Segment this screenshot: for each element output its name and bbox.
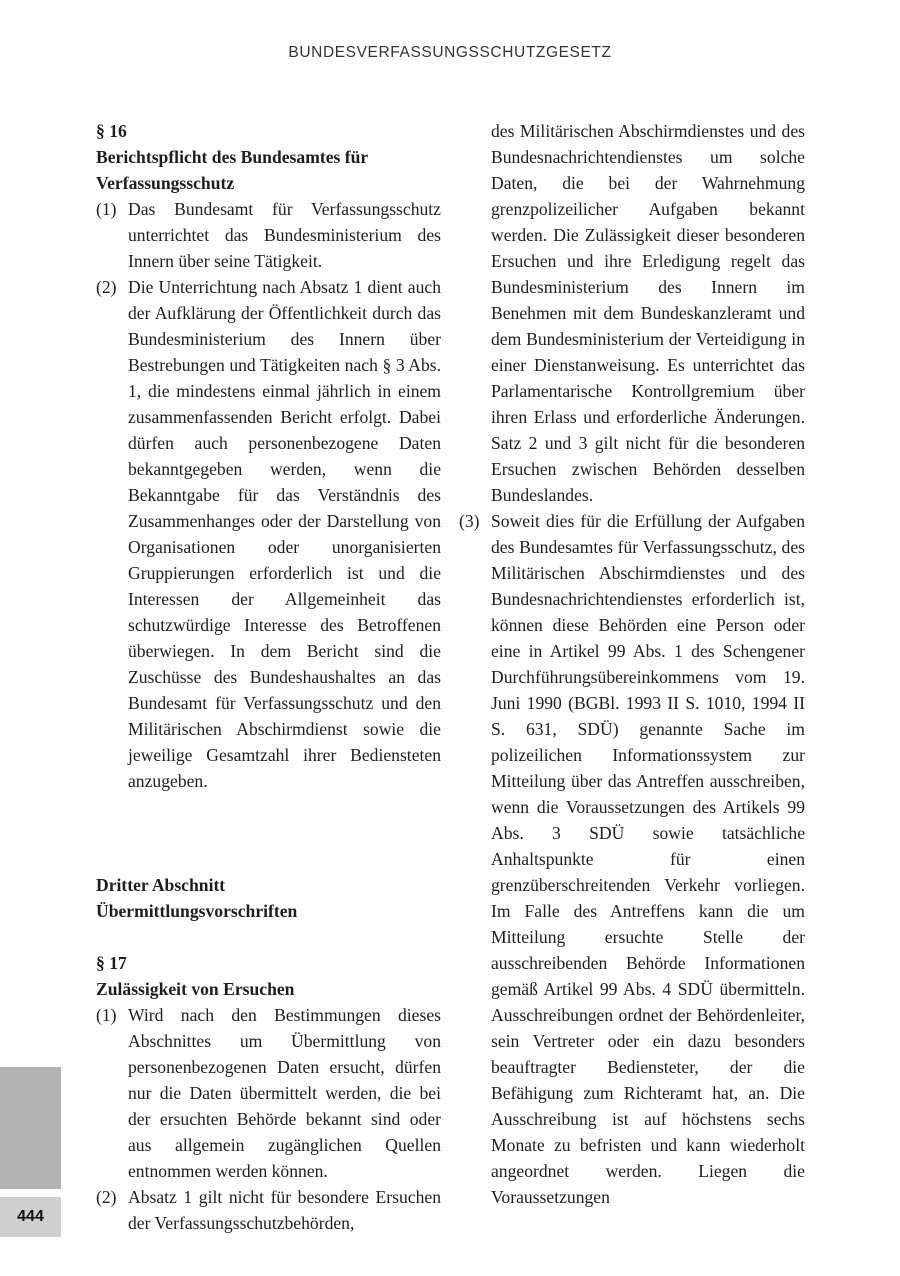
paragraph-number: (3)	[459, 511, 480, 531]
section-17-title: Zulässigkeit von Ersuchen	[96, 979, 295, 999]
paragraph-text: Absatz 1 gilt nicht für besondere Ersuchen der Verfassungsschutzbehörden,	[128, 1187, 441, 1233]
paragraph-number: (1)	[96, 199, 117, 219]
paragraph-text: Das Bundesamt für Verfassungsschutz unterrichtet das Bundesministerium des Innern über seine Tätigkeit.	[128, 199, 441, 271]
section-17-paragraph-1	[96, 1002, 441, 1184]
section-17-paragraph-2-continued: des Militärischen Abschirmdienstes und des Bundesnachrichtendienstes um solche Daten, die bei der Wahrnehmung grenzpolizeilicher Aufgaben bekannt werden. Die Zulässigkeit dieser besonderen Ersuchen und ihre Erledigung regelt das Bundesministerium des Innern im Benehmen mit dem Bundeskanzleramt und dem Bundesministerium der Verteidigung in einer Dienstanweisung. Es unterrichtet das Parlamentarische Kontrollgremium über ihren Erlass und erforderliche Änderungen. Satz 2 und 3 gilt nicht für die besonderen Ersuchen zwischen Behörden desselben Bundeslandes.	[491, 121, 805, 505]
section-17-paragraph-2	[96, 1184, 441, 1236]
section-16-title: Berichtspflicht des Bundesamtes für Verfassungsschutz	[96, 147, 368, 193]
paragraph-text: Die Unterrichtung nach Absatz 1 dient auch der Aufklärung der Öffentlichkeit durch das Bundesministerium des Innern über Bestrebungen und Tätigkeiten nach § 3 Abs. 1, die mindestens einmal jährlich in einem zusammenfassenden Bericht erfolgt. Dabei dürfen auch personenbezogene Daten bekanntgegeben werden, wenn die Bekanntgabe für das Verständnis des Zusammenhanges oder der Darstellung von Organisationen oder unorganisierten Gruppierungen erforderlich ist und die Interessen der Allgemeinheit das schutzwürdige Interesse des Betroffenen überwiegen. In dem Bericht sind die Zuschüsse des Bundeshaushaltes an das Bundesamt für Verfassungsschutz und den Militärischen Abschirmdienst sowie die jeweilige Gesamtzahl ihrer Bediensteten anzugeben.	[128, 277, 441, 791]
paragraph-text: Soweit dies für die Erfüllung der Aufgaben des Bundesamtes für Verfassungsschutz, des Militärischen Abschirmdienstes und des Bundesnachrichtendienstes erforderlich ist, können diese Behörden eine Person oder eine in Artikel 99 Abs. 1 des Schengener Durchführungsübereinkommens vom 19. Juni 1990 (BGBl. 1993 II S. 1010, 1994 II S. 631, SDÜ) genannte Sache im polizeilichen Informationssystem zur Mitteilung über das Antreffen ausschreiben, wenn die Voraussetzungen des Artikels 99 Abs. 3 SDÜ sowie tatsächliche Anhaltspunkte für einen grenzüberschreitenden Verkehr vorliegen. Im Falle des Antreffens kann die um Mitteilung ersuchte Stelle der ausschreibenden Behörde Informationen gemäß Artikel 99 Abs. 4 SDÜ übermitteln. Ausschreibungen ordnet der Behördenleiter, sein Vertreter oder ein dazu besonders beauftragter Bediensteter, der die Befähigung zum Richteramt hat, an. Die Ausschreibung ist auf höchstens sechs Monate zu befristen und kann wiederholt angeordnet werden. Liegen die Voraussetzungen	[491, 511, 805, 1207]
paragraph-text: Wird nach den Bestimmungen dieses Abschnittes um Übermittlung von personenbezogenen Daten ersucht, dürfen nur die Daten übermittelt werden, die bei der ersuchten Behörde bekannt sind oder aus allgemein zugänglichen Quellen entnommen werden können.	[128, 1005, 441, 1181]
right-column	[459, 118, 805, 1210]
left-column	[96, 118, 441, 1236]
section-17-paragraph-3	[459, 508, 805, 1210]
paragraph-number: (2)	[96, 1187, 117, 1207]
paragraph-number: (2)	[96, 277, 117, 297]
page-number: 444	[0, 1197, 61, 1237]
chapter-subtitle: Übermittlungsvorschriften	[96, 901, 298, 921]
thumb-index-tab	[0, 1067, 61, 1189]
section-16-number: § 16	[96, 121, 127, 141]
paragraph-number: (1)	[96, 1005, 117, 1025]
section-16-paragraph-1	[96, 196, 441, 274]
chapter-title: Dritter Abschnitt	[96, 875, 226, 895]
section-16-paragraph-2	[96, 274, 441, 794]
running-head: BUNDESVERFASSUNGSSCHUTZGESETZ	[288, 44, 612, 61]
section-17-number: § 17	[96, 953, 127, 973]
